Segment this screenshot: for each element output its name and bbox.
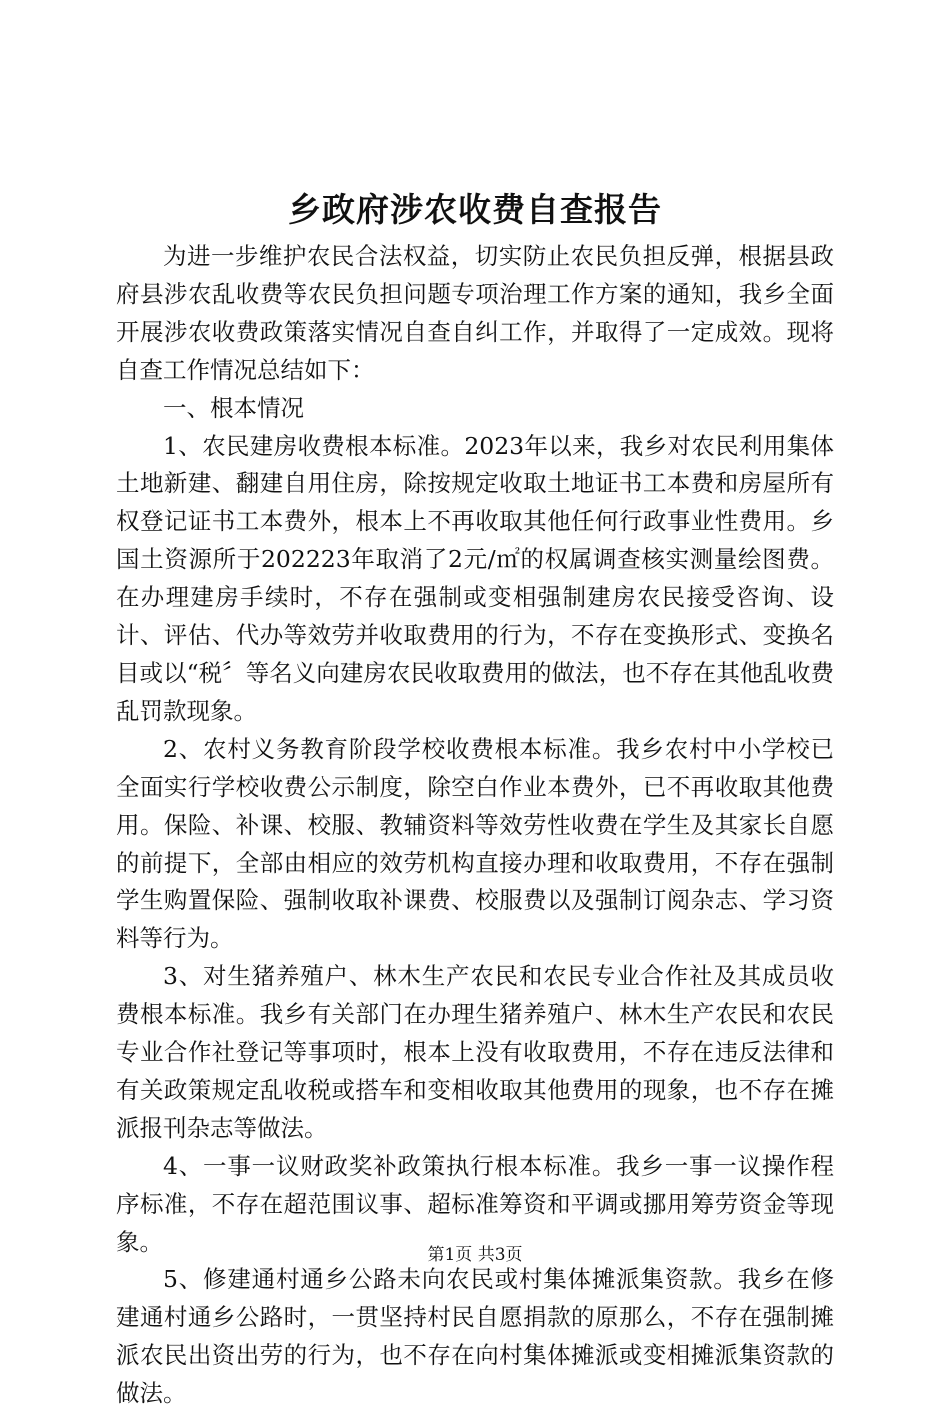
paragraph-intro: 为进一步维护农民合法权益，切实防止农民负担反弹，根据县政府县涉农乱收费等农民负担问题专项治理工作方案的通知，我乡全面开展涉农收费政策落实情况自查自纠工作，并取得了一定成效。现将自查工作情况总结如下：: [116, 242, 834, 384]
paragraph-item-4: 4、一事一议财政奖补政策执行根本标准。我乡一事一议操作程序标准，不存在超范围议事、超标准筹资和平调或挪用筹劳资金等现象。: [116, 1151, 834, 1256]
paragraph-item-1: 1、农民建房收费根本标准。2023年以来，我乡对农民利用集体土地新建、翻建自用住房，除按规定收取土地证书工本费和房屋所有权登记证书工本费外，根本上不再收取其他任何行政事业性费用。乡国土资源所于202223年取消了2元/㎡的权属调查核实测量绘图费。在办理建房手续时，不存在强制或变相强制建房农民接受咨询、设计、评估、代办等效劳并收取费用的行为，不存在变换形式、变换名目或以“税〞等名义向建房农民收取费用的做法，也不存在其他乱收费乱罚款现象。: [116, 431, 834, 725]
document-title: 乡政府涉农收费自查报告: [288, 190, 662, 229]
paragraph-item-3: 3、对生猪养殖户、林木生产农民和农民专业合作社及其成员收费根本标准。我乡有关部门在办理生猪养殖户、林木生产农民和农民专业合作社登记等事项时，根本上没有收取费用，不存在违反法律和有关政策规定乱收税或搭车和变相收取其他费用的现象，也不存在摊派报刊杂志等做法。: [116, 962, 834, 1142]
paragraph-item-5: 5、修建通村通乡公路未向农民或村集体摊派集资款。我乡在修建通村通乡公路时，一贯坚持村民自愿捐款的原那么，不存在强制摊派农民出资出劳的行为，也不存在向村集体摊派或变相摊派集资款的做法。: [116, 1265, 834, 1408]
paragraph-item-2: 2、农村义务教育阶段学校收费根本标准。我乡农村中小学校已全面实行学校收费公示制度，除空白作业本费外，已不再收取其他费用。保险、补课、校服、教辅资料等效劳性收费在学生及其家长自愿的前提下，全部由相应的效劳机构直接办理和收取费用，不存在强制学生购置保险、强制收取补课费、校服费以及强制订阅杂志、学习资料等行为。: [116, 734, 834, 953]
page-footer: [0, 1243, 950, 1267]
section-heading: 一、根本情况: [163, 393, 304, 422]
document-body: [116, 238, 834, 1413]
page-indicator: 第1页 共3页: [427, 1245, 523, 1265]
